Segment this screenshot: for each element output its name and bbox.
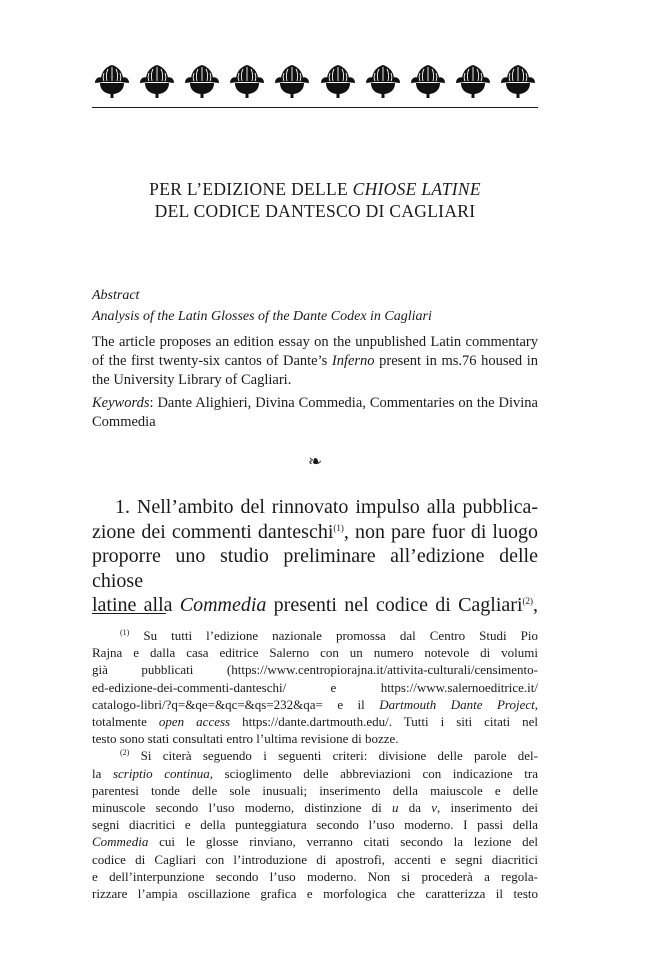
acanthus-flower-icon bbox=[498, 60, 538, 100]
footnote-line: ed-edizione-dei-commenti-danteschi/ e https://www.salernoeditrice.it/ bbox=[92, 679, 538, 695]
footnotes bbox=[92, 627, 538, 902]
abstract-label: Abstract bbox=[92, 288, 140, 303]
article-title bbox=[92, 178, 538, 222]
footnote-rule bbox=[92, 613, 166, 614]
keywords-text: : Dante Alighieri, Divina Commedia, Commentaries on the Divina Commedia bbox=[92, 395, 538, 430]
footnote-line: catalogo-libri/?q=&qe=&qc=&qs=232&qa= e il Dartmouth Dante Project, bbox=[92, 696, 538, 712]
keywords-label: Keywords bbox=[92, 395, 150, 411]
header-rule bbox=[92, 107, 538, 108]
keywords bbox=[92, 394, 538, 432]
body-line: 1. Nell’ambito del rinnovato impulso alla pubblica- bbox=[115, 496, 538, 518]
footnote-line: già pubblicati (https://www.centropiorajna.it/attivita-culturali/censimento- bbox=[92, 662, 538, 678]
acanthus-flower-icon bbox=[272, 60, 312, 100]
footnote-line: la scriptio continua, scioglimento delle abbreviazioni con indicazione tra bbox=[92, 765, 538, 781]
acanthus-flower-icon bbox=[408, 60, 448, 100]
footnote-line: segni diacritici e della punteggiatura secondo l’uso moderno. I passi della bbox=[92, 817, 538, 833]
acanthus-flower-icon bbox=[318, 60, 358, 100]
abstract-body: The article proposes an edition essay on the unpublished Latin commentary of the first twenty-six cantos of Dante’s Inferno present in ms.76 housed in the University Library of Cagliari. bbox=[92, 334, 539, 388]
footnote-line: Rajna e dalla casa editrice Salerno con un numero notevole di volumi bbox=[92, 645, 538, 661]
footnote-line: testo sono stati consultati entro l’ultima revisione di bozze. bbox=[92, 731, 399, 747]
fleuron-separator: ❧ bbox=[307, 452, 323, 472]
footnote-ref-2[interactable]: (2) bbox=[522, 596, 533, 606]
title-line-1: PER L’EDIZIONE DELLE CHIOSE LATINE bbox=[149, 179, 481, 199]
footnote-line: totalmente open access https://dante.dartmouth.edu/. Tutti i siti citati nel bbox=[92, 714, 538, 730]
body-line: latine alla Commedia presenti nel codice di Cagliari$^{(2)}$, bbox=[92, 594, 538, 616]
title-line-2: DEL CODICE DANTESCO DI CAGLIARI bbox=[154, 201, 476, 221]
abstract-english-title: Analysis of the Latin Glosses of the Dante Codex in Cagliari bbox=[92, 309, 432, 324]
header-ornament-band bbox=[92, 60, 538, 100]
body-line: zione dei commenti danteschi$^{(1)}$, non pare fuor di luogo bbox=[92, 520, 538, 543]
acanthus-flower-icon bbox=[137, 60, 177, 100]
footnote-line: e dell’interpunzione secondo l’uso moderno. Non si procederà a regola- bbox=[92, 868, 538, 884]
footnote-ref-1[interactable]: (1) bbox=[333, 522, 344, 533]
acanthus-flower-icon bbox=[453, 60, 493, 100]
body-paragraph bbox=[92, 495, 538, 618]
footnote-line: rizzare l’ampia oscillazione grafica e morfologica che caratterizza il testo bbox=[92, 886, 538, 902]
footnote-1: $^{(1)}$ Su tutti l’edizione nazionale promossa dal Centro Studi Pio bbox=[120, 628, 538, 643]
footnote-line: Commedia cui le glosse rinviano, verranno citati secondo la lezione del bbox=[92, 834, 538, 850]
acanthus-flower-icon bbox=[92, 60, 132, 100]
acanthus-flower-icon bbox=[227, 60, 267, 100]
acanthus-flower-icon bbox=[182, 60, 222, 100]
footnote-line: codice di Cagliari con l’introduzione di apostrofi, accenti e segni diacritici bbox=[92, 851, 538, 867]
footnote-2: $^{(2)}$ Si citerà seguendo i seguenti criteri: divisione delle parole del- bbox=[120, 748, 538, 764]
footnote-line: parentesi tonde delle sole inusuali; inserimento della maiuscole e delle bbox=[92, 782, 538, 798]
acanthus-flower-icon bbox=[363, 60, 403, 100]
footnote-line: minuscole secondo l’uso moderno, distinzione di u da v, inserimento dei bbox=[92, 800, 538, 816]
title-italic: CHIOSE LATINE bbox=[352, 179, 481, 199]
body-line: proporre uno studio preliminare all’edizione delle chiose bbox=[92, 545, 538, 592]
